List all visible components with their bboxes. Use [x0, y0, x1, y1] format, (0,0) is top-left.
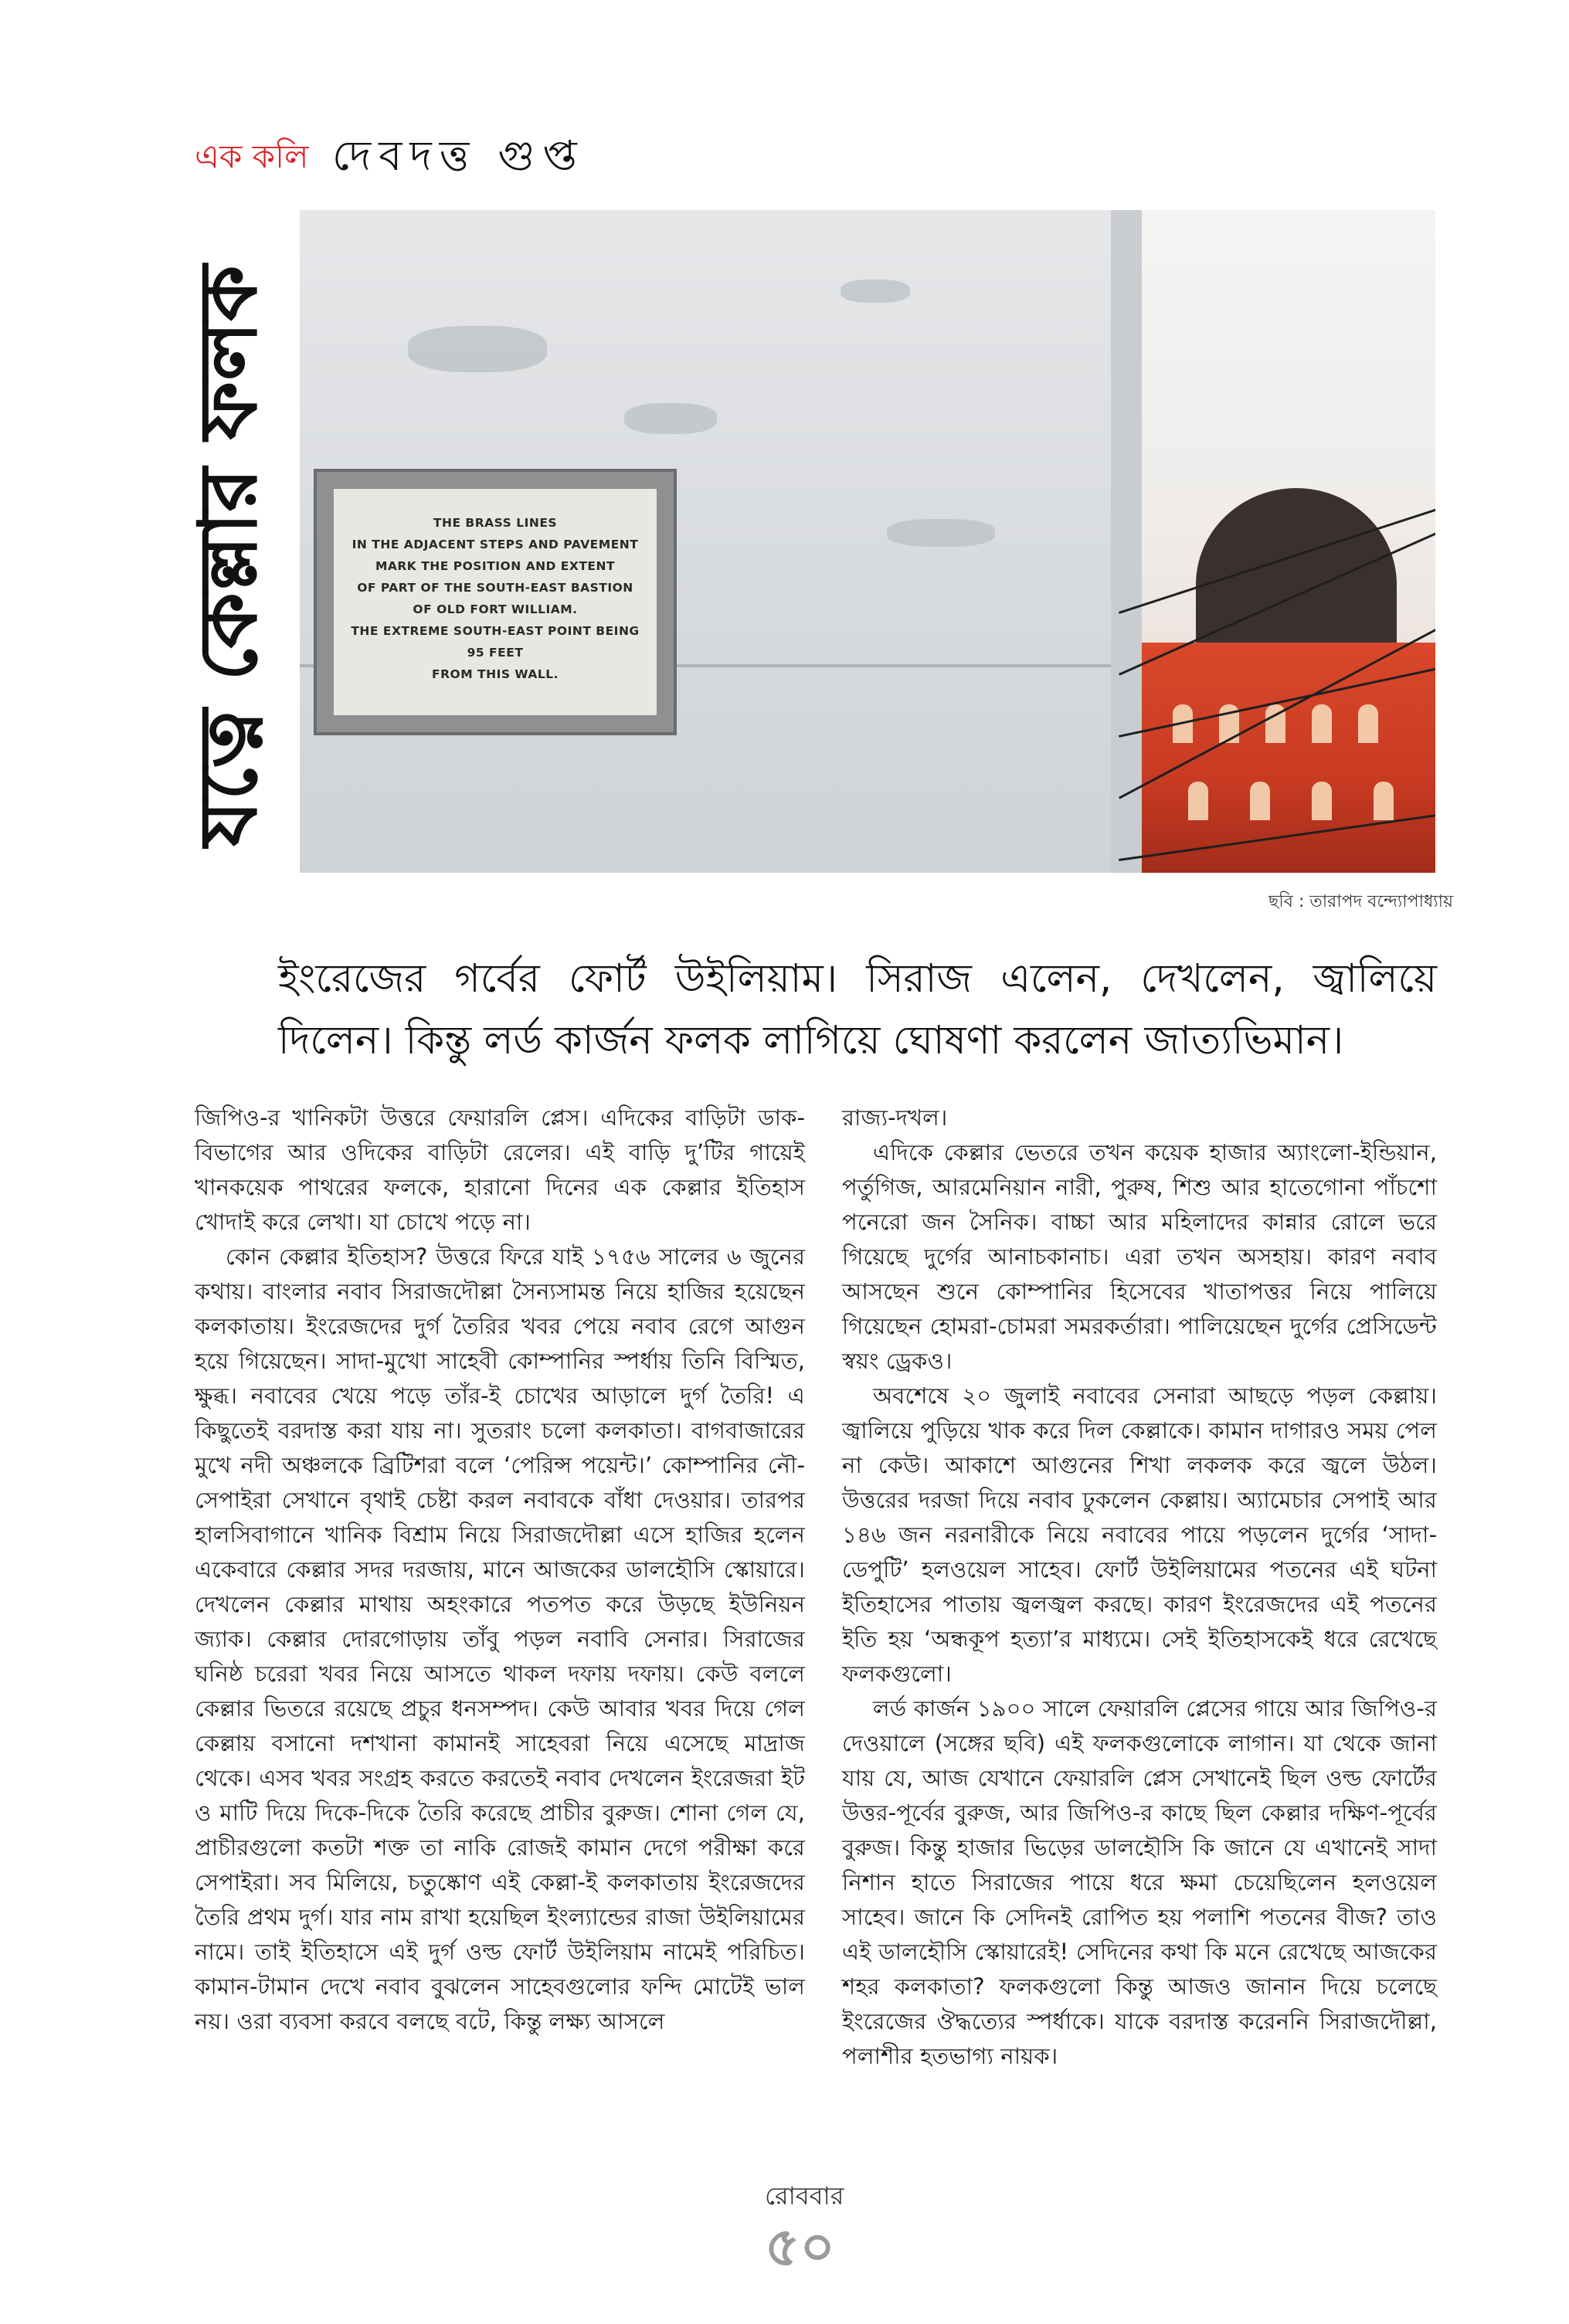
lead-paragraph: ইংরেজের গর্বের ফোর্ট উইলিয়াম। সিরাজ এলেন, দেখলেন, জ্বালিয়ে দিলেন। কিন্তু লর্ড কার্জন ফলক লাগিয়ে ঘোষণা করলেন জাত্যভিমান।: [278, 956, 1437, 1064]
plaque-line: THE BRASS LINES: [433, 516, 558, 530]
stone-plaque: [314, 469, 677, 735]
paragraph: লর্ড কার্জন ১৯০০ সালে ফেয়ারলি প্লেসের গায়ে আর জিপিও-র দেওয়ালে (সঙ্গের ছবি) এই ফলকগুলোকে লাগান। যা থেকে জানা যায় যে, আজ যেখানে ফেয়ারলি প্লেস সেখানেই ছিল ওল্ড ফোর্টের উত্তর-পূর্বের বুরুজ, আর জিপিও-র কাছে ছিল কেল্লার দক্ষিণ-পূর্বের বুরুজ। কিন্তু হাজার ভিড়ের ডালহৌসি কি জানে যে এখানেই সাদা নিশান হাতে সিরাজের পায়ে ধরে ক্ষমা চেয়েছিলেন হলওয়েল সাহেব। জানে কি সেদিনই রোপিত হয় পলাশি পতনের বীজ? তাও এই ডালহৌসি স্কোয়ারেই! সেদিনের কথা কি মনে রেখেছে আজকের শহর কলকাতা? ফলকগুলো কিন্তু আজও জানান দিয়ে চলেছে ইংরেজের ঔদ্ধত্যের স্পর্ধাকে। যাকে বরদাস্ত করেননি সিরাজদৌল্লা, পলাশীর হতভাগ্য নায়ক।: [842, 1695, 1437, 2069]
photo: [300, 210, 1435, 873]
plaque-line: IN THE ADJACENT STEPS AND PAVEMENT: [351, 538, 639, 551]
plaque-line: OF PART OF THE SOUTH-EAST BASTION: [357, 581, 633, 595]
paragraph: এদিকে কেল্লার ভেতরে তখন কয়েক হাজার অ্যাংলো-ইন্ডিয়ান, পর্তুগিজ, আরমেনিয়ান নারী, পুরুষ, শিশু আর হাতেগোনা পাঁচশো পনেরো জন সৈনিক। বাচ্চা আর মহিলাদের কান্নার রোলে ভরে গিয়েছে দুর্গের আনাচকানাচ। এরা তখন অসহায়। কারণ নবাব আসছেন শুনে কোম্পানির হিসেবের খাতাপত্তর নিয়ে পালিয়ে গিয়েছেন হোমরা-চোমরা সমরকর্তারা। পালিয়েছেন দুর্গের প্রেসিডেন্ট স্বয়ং ড্রেকও।: [842, 1139, 1437, 1374]
page-number: ৫০: [765, 2215, 835, 2278]
wall-edge: [1111, 210, 1142, 873]
photo-credit: ছবি : তারাপদ বন্দ্যোপাধ্যায়: [1268, 892, 1453, 911]
plaque-line: OF OLD FORT WILLIAM.: [413, 602, 578, 616]
paragraph: কোন কেল্লার ইতিহাস? উত্তরে ফিরে যাই ১৭৫৬ সালের ৬ জুনের কথায়। বাংলার নবাব সিরাজদৌল্লা সৈন্যসামন্ত নিয়ে হাজির হয়েছেন কলকাতায়। ইংরেজদের দুর্গ তৈরির খবর পেয়ে নবাব রেগে আগুন হয়ে গিয়েছেন। সাদা-মুখো সাহেবী কোম্পানির স্পর্ধায় তিনি বিস্মিত, ক্ষুব্ধ। নবাবের খেয়ে পড়ে তাঁর-ই চোখের আড়ালে দুর্গ তৈরি! এ কিছুতেই বরদাস্ত করা যায় না। সুতরাং চলো কলকাতা। বাগবাজারের মুখে নদী অঞ্চলকে ব্রিটিশরা বলে ‘পেরিন্স পয়েন্ট।’ কোম্পানির নৌ-সেপাইরা সেখানে বৃথাই চেষ্টা করল নবাবকে বাঁধা দেওয়ার। তারপর হালসিবাগানে খানিক বিশ্রাম নিয়ে সিরাজদৌল্লা এসে হাজির হলেন একেবারে কেল্লার সদর দরজায়, মানে আজকের ডালহৌসি স্কোয়ারে। দেখলেন কেল্লার মাথায় অহংকারে পতপত করে উড়ছে ইউনিয়ন জ্যাক। কেল্লার দোরগোড়ায় তাঁবু পড়ল নবাবি সেনার। সিরাজের ঘনিষ্ঠ চরেরা খবর নিয়ে আসতে থাকল দফায় দফায়। কেউ বললে কেল্লার ভিতরে রয়েছে প্রচুর ধনসম্পদ। কেউ আবার খবর দিয়ে গেল কেল্লায় বসানো দশখানা কামানই সাহেবরা নিয়ে এসেছে মাদ্রাজ থেকে। এসব খবর সংগ্রহ করতে করতেই নবাব দেখলেন ইংরেজরা ইট ও মাটি দিয়ে দিকে-দিকে তৈরি করেছে প্রাচীর বুরুজ। শোনা গেল যে, প্রাচীরগুলো কতটা শক্ত তা নাকি রোজই কামান দেগে পরীক্ষা করে সেপাইরা। সব মিলিয়ে, চতুষ্কোণ এই কেল্লা-ই কলকাতায় ইংরেজদের তৈরি প্রথম দুর্গ। যার নাম রাখা হয়েছিল ইংল্যান্ডের রাজা উইলিয়ামের নামে। তাই ইতিহাসে এই দুর্গ ওল্ড ফোর্ট উইলিয়াম নামেই পরিচিত। কামান-টামান দেখে নবাব বুঝলেন সাহেবগুলোর ফন্দি মোটেই ভাল নয়। ওরা ব্যবসা করবে বলছে বটে, কিন্তু লক্ষ্য আসলে: [195, 1243, 805, 2034]
paragraph: রাজ্য-দখল।: [842, 1104, 948, 1131]
plaque-line: 95 FEET: [467, 646, 524, 660]
body-column-1: [195, 1101, 805, 2039]
plaque-line: FROM THIS WALL.: [432, 667, 559, 681]
vertical-title: যত্নে কেল্লার ফলক: [181, 265, 275, 847]
footer-label: রোববার: [765, 2181, 844, 2210]
paragraph: জিপিও-র খানিকটা উত্তরে ফেয়ারলি প্লেস। এদিকের বাড়িটা ডাক-বিভাগের আর ওদিকের বাড়িটা রেলের। এই বাড়ি দু’টির গায়েই খানকয়েক পাথরের ফলকে, হারানো দিনের এক কেল্লার ইতিহাস খোদাই করে লেখা। যা চোখে পড়ে না।: [195, 1104, 805, 1235]
paragraph: অবশেষে ২০ জুলাই নবাবের সেনারা আছড়ে পড়ল কেল্লায়। জ্বালিয়ে পুড়িয়ে খাক করে দিল কেল্লাকে। কামান দাগারও সময় পেল না কেউ। আকাশে আগুনের শিখা লকলক করে জ্বলে উঠল। উত্তরের দরজা দিয়ে নবাব ঢুকলেন কেল্লায়। অ্যামেচার সেপাই আর ১৪৬ জন নরনারীকে নিয়ে নবাবের পায়ে পড়লেন দুর্গের ‘সাদা-ডেপুটি’ হলওয়েল সাহেব। ফোর্ট উইলিয়ামের পতনের এই ঘটনা ইতিহাসের পাতায় জ্বলজ্বল করছে। কারণ ইংরেজদের এই পতনের ইতি হয় ‘অন্ধকূপ হত্যা’র মাধ্যমে। সেই ইতিহাসকেই ধরে রেখেছে ফলকগুলো।: [842, 1383, 1437, 1687]
author-name: দেবদত্ত গুপ্ত: [332, 131, 585, 180]
body-column-2: [842, 1101, 1437, 2074]
series-label: এক কলি: [195, 137, 309, 175]
plaque-line: MARK THE POSITION AND EXTENT: [375, 559, 616, 573]
plaque-line: THE EXTREME SOUTH-EAST POINT BEING: [351, 624, 640, 638]
plaque-text: [334, 489, 657, 715]
